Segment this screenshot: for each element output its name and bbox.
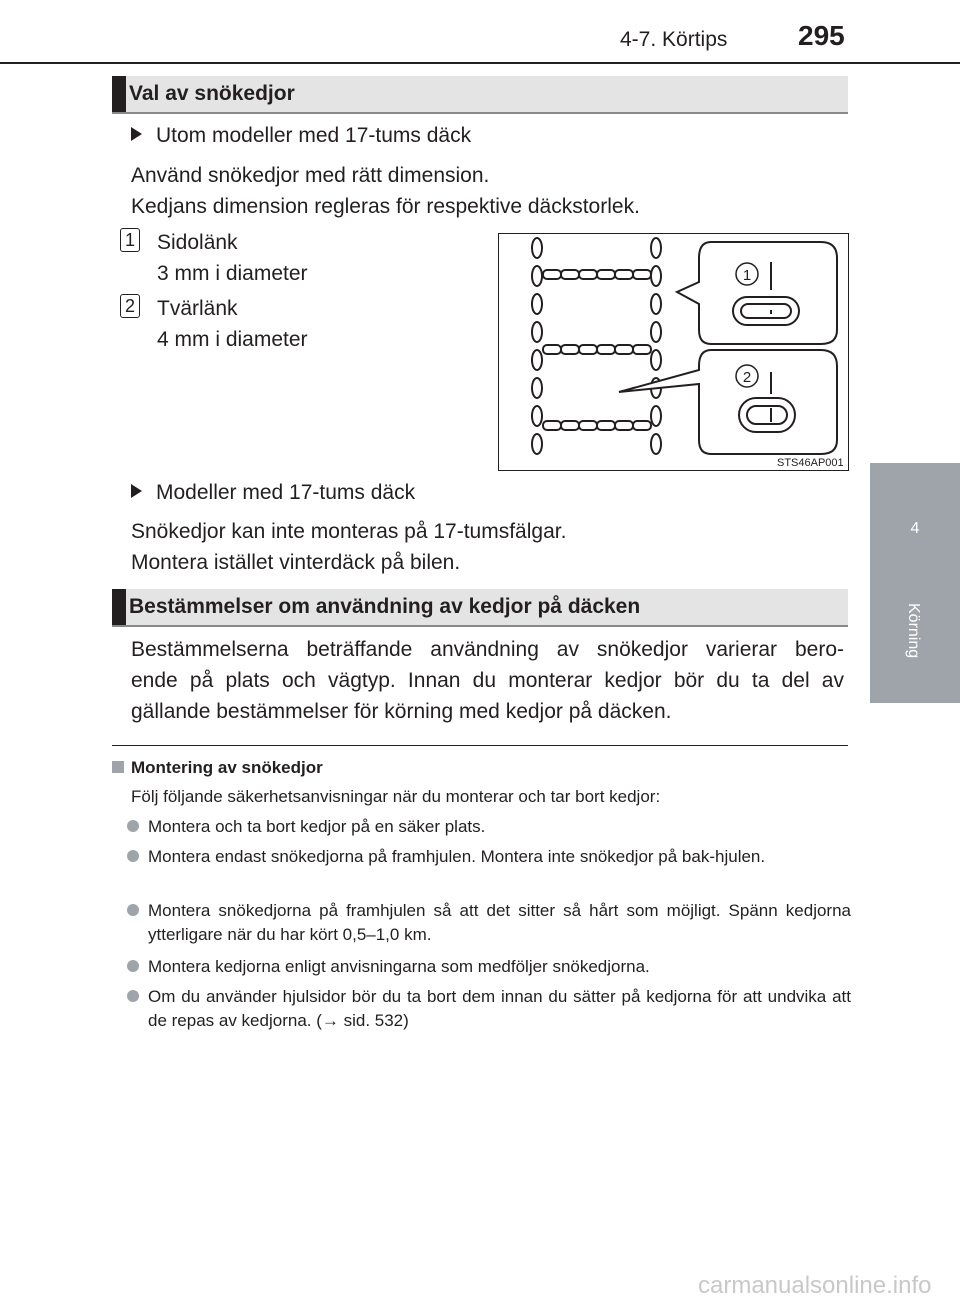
list-item-text: Montera snökedjorna på framhjulen så att det sitter så hårt som möjligt. Spänn kedjorna ytterligare när du har kört 0,5–1,0 km. (148, 901, 851, 944)
list-item (127, 845, 851, 869)
notes-heading-text: Montering av snökedjor (131, 758, 323, 777)
model-condition-2 (131, 481, 415, 505)
notes-divider (112, 745, 848, 746)
bullet-dot-icon (127, 904, 139, 916)
callout-1-text (157, 227, 308, 289)
paragraph-line: Kedjans dimension regleras för respektive däckstorlek. (131, 195, 640, 218)
list-item (127, 815, 851, 839)
header-section-title: 4-7. Körtips (620, 28, 728, 51)
square-bullet-icon (112, 761, 124, 773)
chain-side-right (651, 238, 661, 454)
model-condition-2-text: Modeller med 17-tums däck (156, 481, 416, 504)
paragraph-regulations (131, 634, 844, 727)
list-item (127, 985, 851, 1033)
header-rule (0, 62, 960, 64)
list-item-text: Montera och ta bort kedjor på en säker plats. (148, 817, 486, 836)
section-heading-snow-chain-selection (112, 76, 848, 114)
paragraph-line: ende på plats och vägtyp. Innan du monterar kedjor bör du ta del av (131, 669, 844, 692)
callout-2-text (157, 293, 308, 355)
chain-cross-1 (543, 270, 651, 279)
bullet-dot-icon (127, 850, 139, 862)
callout-1-desc: 3 mm i diameter (157, 262, 308, 285)
bullet-dot-icon (127, 990, 139, 1002)
arrow-bullet-icon (131, 127, 142, 141)
callout-1-title: Sidolänk (157, 231, 238, 254)
heading-bar (112, 589, 126, 625)
heading-bar (112, 76, 126, 112)
snow-chain-figure (498, 233, 849, 471)
bullet-dot-icon (127, 960, 139, 972)
figure-label-1: 1 (742, 267, 752, 284)
list-item-text: Om du använder hjulsidor bör du ta bort dem innan du sätter på kedjorna för att undvika att de repas av kedjorna. (→ sid. 532) (148, 987, 851, 1030)
paragraph-line: Bestämmelserna beträffande användning av snökedjor varierar bero- (131, 638, 844, 661)
watermark: carmanualsonline.info (698, 1272, 932, 1299)
chain-cross-2 (543, 345, 651, 354)
chapter-tab-number: 4 (910, 520, 920, 537)
list-item-text: Montera endast snökedjorna på framhjulen. Montera inte snökedjor på bak-hjulen. (148, 847, 766, 866)
arrow-bullet-icon (131, 484, 142, 498)
paragraph-line: Snökedjor kan inte monteras på 17-tumsfälgar. (131, 520, 567, 543)
paragraph-line: Montera istället vinterdäck på bilen. (131, 551, 461, 574)
bullet-dot-icon (127, 820, 139, 832)
chapter-tab (870, 463, 960, 703)
paragraph-17-inch (131, 516, 566, 578)
section-heading-text: Val av snökedjor (129, 82, 295, 105)
figure-code: STS46AP001 (777, 457, 844, 469)
paragraph-line: Använd snökedjor med rätt dimension. (131, 164, 490, 187)
chapter-tab-label: Körning (905, 603, 922, 659)
paragraph-line: gällande bestämmelser för körning med kedjor på däcken. (131, 700, 672, 723)
notes-heading (112, 758, 323, 778)
notes-intro: Följ följande säkerhetsanvisningar när du monterar och tar bort kedjor: (131, 787, 661, 806)
chain-cross-3 (543, 421, 651, 430)
list-item (127, 899, 851, 947)
page-number: 295 (798, 20, 845, 51)
list-item (127, 955, 851, 979)
callout-2-desc: 4 mm i diameter (157, 328, 308, 351)
model-condition-1 (131, 124, 471, 148)
callout-number-1: 1 (120, 228, 140, 252)
snow-chain-illustration (499, 234, 848, 470)
section-heading-text: Bestämmelser om användning av kedjor på däcken (129, 595, 641, 618)
callout-2-title: Tvärlänk (157, 297, 238, 320)
list-item-text: Montera kedjorna enligt anvisningarna som medföljer snökedjorna. (148, 957, 650, 976)
chain-side-left (532, 238, 542, 454)
paragraph-chain-dimension (131, 160, 640, 222)
callout-number-2: 2 (120, 294, 140, 318)
model-condition-1-text: Utom modeller med 17-tums däck (156, 124, 472, 147)
section-heading-chain-regulations (112, 589, 848, 627)
figure-label-2: 2 (742, 369, 752, 386)
detail-callout-1 (677, 242, 837, 344)
